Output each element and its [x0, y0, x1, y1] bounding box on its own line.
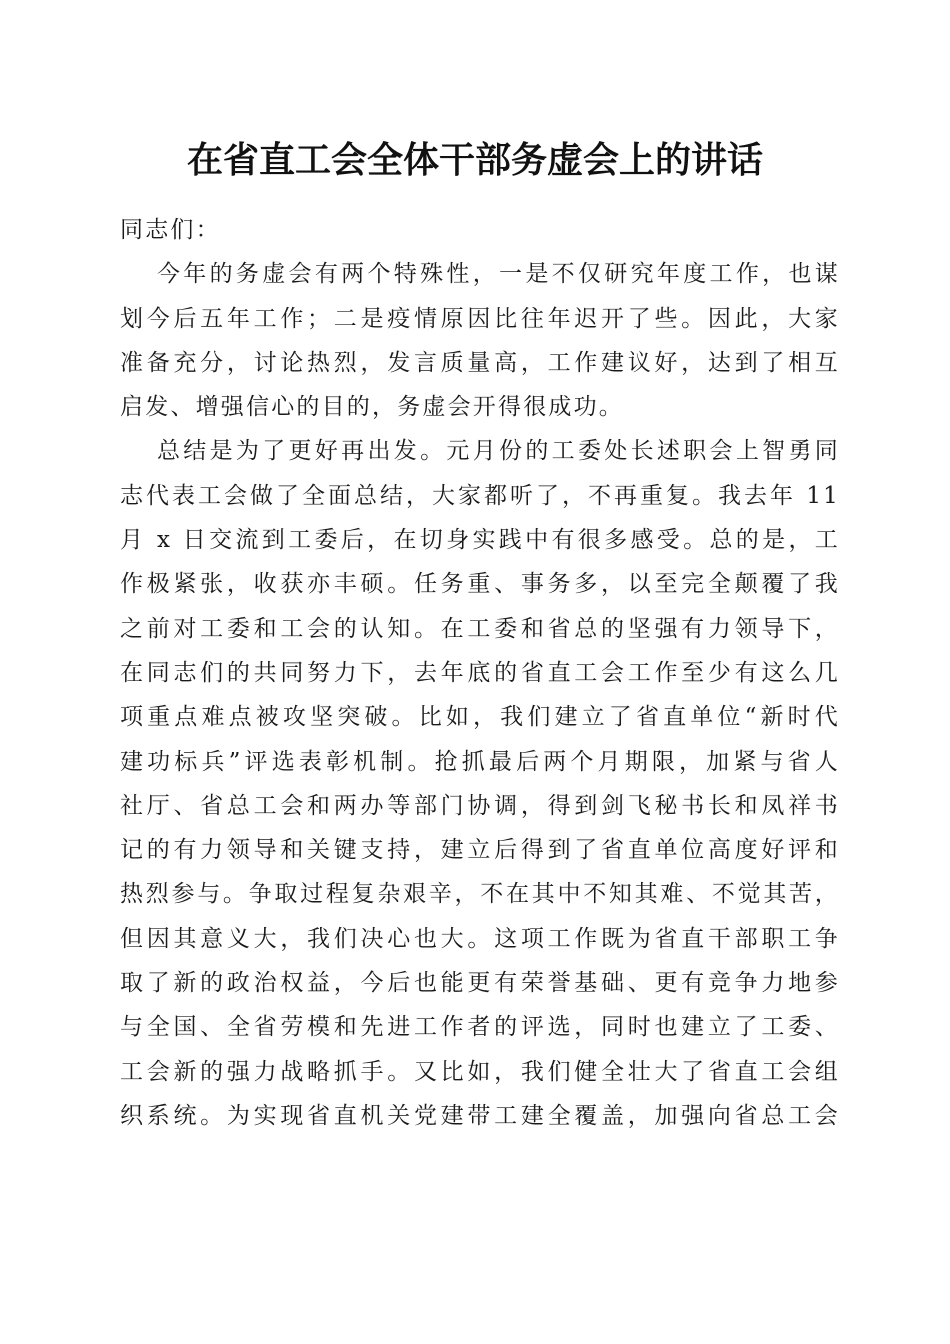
- paragraph-line: 建功标兵”评选表彰机制。抢抓最后两个月期限，加紧与省人: [120, 748, 840, 775]
- paragraph-line: 记的有力领导和关键支持，建立后得到了省直单位高度好评和: [120, 837, 840, 864]
- paragraph-line: 工会新的强力战略抓手。又比如，我们健全壮大了省直工会组: [120, 1058, 840, 1085]
- paragraph-line: 与全国、全省劳模和先进工作者的评选，同时也建立了工委、: [120, 1014, 840, 1041]
- paragraph-line: 总结是为了更好再出发。元月份的工委处长述职会上智勇同: [157, 438, 840, 465]
- document-body: [120, 208, 840, 1138]
- paragraph-line: 今年的务虚会有两个特殊性，一是不仅研究年度工作，也谋: [157, 261, 840, 288]
- paragraph-1: [120, 252, 840, 429]
- paragraph-line: 划今后五年工作；二是疫情原因比往年迟开了些。因此，大家: [120, 305, 840, 332]
- salutation: 同志们：: [120, 217, 221, 243]
- paragraph-line: 启发、增强信心的目的，务虚会开得很成功。: [120, 394, 624, 421]
- paragraph-line: 项重点难点被攻坚突破。比如，我们建立了省直单位“新时代: [120, 704, 840, 731]
- document-title: 在省直工会全体干部务虚会上的讲话: [186, 139, 763, 181]
- paragraph-line: 月 x 日交流到工委后，在切身实践中有很多感受。总的是，工: [120, 527, 840, 554]
- paragraph-line: 作极紧张，收获亦丰硕。任务重、事务多，以至完全颠覆了我: [120, 571, 840, 598]
- paragraph-line: 取了新的政治权益，今后也能更有荣誉基础、更有竞争力地参: [120, 970, 840, 997]
- paragraph-line: 志代表工会做了全面总结，大家都听了，不再重复。我去年 11: [120, 482, 840, 509]
- paragraph-line: 在同志们的共同努力下，去年底的省直工会工作至少有这么几: [120, 659, 840, 686]
- paragraph-line: 准备充分，讨论热烈，发言质量高，工作建议好，达到了相互: [120, 349, 840, 376]
- paragraph-2: [120, 429, 840, 1138]
- paragraph-line: 但因其意义大，我们决心也大。这项工作既为省直干部职工争: [120, 925, 840, 952]
- paragraph-line: 织系统。为实现省直机关党建带工建全覆盖，加强向省总工会: [120, 1102, 840, 1129]
- paragraph-line: 热烈参与。争取过程复杂艰辛，不在其中不知其难、不觉其苦，: [120, 881, 840, 908]
- paragraph-line: 之前对工委和工会的认知。在工委和省总的坚强有力领导下，: [120, 615, 840, 642]
- paragraph-line: 社厅、省总工会和两办等部门协调，得到剑飞秘书长和凤祥书: [120, 792, 840, 819]
